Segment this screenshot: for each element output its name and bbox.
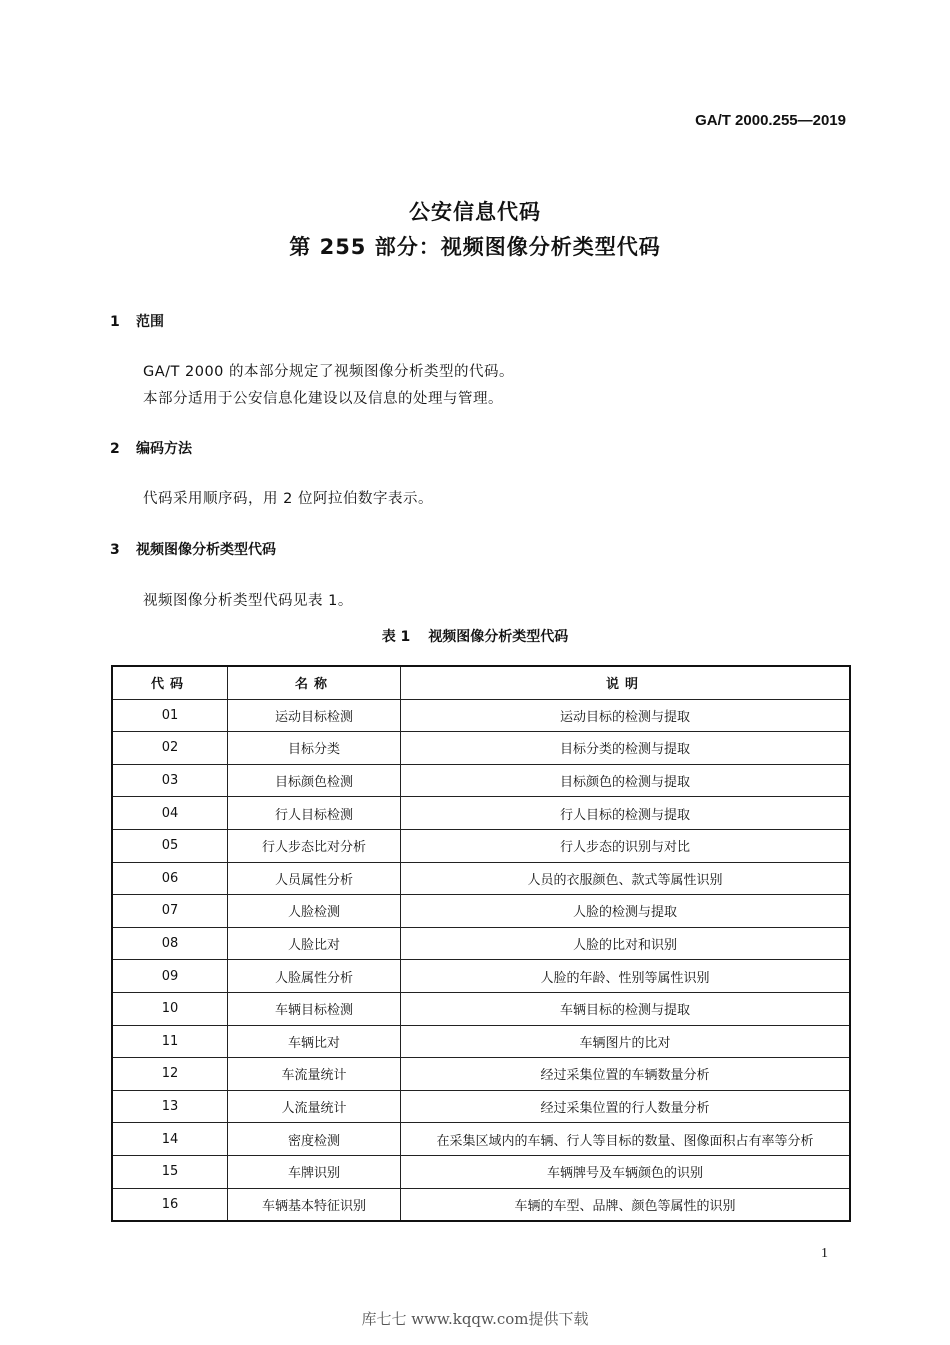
cell-code: 16: [112, 1188, 228, 1221]
cell-description: 车辆目标的检测与提取: [401, 992, 851, 1025]
cell-description: 车辆图片的比对: [401, 1025, 851, 1058]
cell-description: 车辆的车型、品牌、颜色等属性的识别: [401, 1188, 851, 1221]
cell-description: 目标颜色的检测与提取: [401, 764, 851, 797]
page-number: 1: [821, 1246, 828, 1261]
table-row: [112, 927, 850, 960]
document-title: 公安信息代码: [409, 200, 541, 224]
section-number: 3: [110, 542, 120, 558]
table-row: [112, 1025, 850, 1058]
header-code: 代码: [112, 666, 228, 699]
cell-code: 10: [112, 992, 228, 1025]
cell-code: 11: [112, 1025, 228, 1058]
paragraph: 视频图像分析类型代码见表 1。: [143, 593, 353, 609]
cell-description: 经过采集位置的行人数量分析: [401, 1090, 851, 1123]
cell-code: 02: [112, 732, 228, 765]
cell-name: 运动目标检测: [228, 699, 401, 732]
table-caption: [0, 626, 950, 646]
header-name: 名称: [228, 666, 401, 699]
table-row: [112, 1090, 850, 1123]
cell-code: 09: [112, 960, 228, 993]
cell-code: 07: [112, 895, 228, 928]
table-row: [112, 1188, 850, 1221]
cell-name: 人员属性分析: [228, 862, 401, 895]
cell-description: 运动目标的检测与提取: [401, 699, 851, 732]
cell-name: 人脸检测: [228, 895, 401, 928]
table-row: [112, 862, 850, 895]
table-row: [112, 895, 850, 928]
cell-name: 目标颜色检测: [228, 764, 401, 797]
cell-name: 行人步态比对分析: [228, 829, 401, 862]
cell-name: 人流量统计: [228, 1090, 401, 1123]
table-row: [112, 992, 850, 1025]
cell-code: 05: [112, 829, 228, 862]
paragraph: 代码采用顺序码，用 2 位阿拉伯数字表示。: [143, 491, 433, 507]
table-row: [112, 1123, 850, 1156]
header-description: 说明: [401, 666, 851, 699]
cell-description: 目标分类的检测与提取: [401, 732, 851, 765]
cell-name: 车辆目标检测: [228, 992, 401, 1025]
cell-code: 13: [112, 1090, 228, 1123]
cell-code: 15: [112, 1155, 228, 1188]
cell-name: 车辆基本特征识别: [228, 1188, 401, 1221]
section-title: 视频图像分析类型代码: [136, 542, 276, 558]
table-row: [112, 699, 850, 732]
cell-description: 经过采集位置的车辆数量分析: [401, 1058, 851, 1091]
cell-description: 人员的衣服颜色、款式等属性识别: [401, 862, 851, 895]
cell-name: 目标分类: [228, 732, 401, 765]
table-row: [112, 829, 850, 862]
standard-number: GA/T 2000.255—2019: [695, 112, 846, 129]
cell-name: 车牌识别: [228, 1155, 401, 1188]
cell-description: 行人步态的识别与对比: [401, 829, 851, 862]
cell-description: 人脸的年龄、性别等属性识别: [401, 960, 851, 993]
cell-code: 12: [112, 1058, 228, 1091]
paragraph: GA/T 2000 的本部分规定了视频图像分析类型的代码。: [143, 364, 515, 380]
cell-name: 人脸比对: [228, 927, 401, 960]
cell-code: 03: [112, 764, 228, 797]
table-row: [112, 1155, 850, 1188]
cell-description: 行人目标的检测与提取: [401, 797, 851, 830]
table-caption-text: 视频图像分析类型代码: [428, 629, 569, 645]
cell-description: 人脸的检测与提取: [401, 895, 851, 928]
section-title: 编码方法: [136, 441, 192, 457]
table-row: [112, 1058, 850, 1091]
cell-code: 06: [112, 862, 228, 895]
document-subtitle: 第 255 部分：视频图像分析类型代码: [289, 235, 661, 259]
section-title: 范围: [136, 314, 164, 330]
cell-name: 密度检测: [228, 1123, 401, 1156]
paragraph: 本部分适用于公安信息化建设以及信息的处理与管理。: [143, 391, 503, 407]
section-number: 1: [110, 314, 120, 330]
watermark: 库七七 www.kqqw.com提供下载: [361, 1310, 589, 1328]
cell-name: 车流量统计: [228, 1058, 401, 1091]
cell-description: 在采集区域内的车辆、行人等目标的数量、图像面积占有率等分析: [401, 1123, 851, 1156]
cell-name: 行人目标检测: [228, 797, 401, 830]
table-row: [112, 764, 850, 797]
cell-code: 04: [112, 797, 228, 830]
section-heading-scope: [110, 311, 164, 331]
cell-name: 人脸属性分析: [228, 960, 401, 993]
table-row: [112, 960, 850, 993]
section-number: 2: [110, 441, 120, 457]
cell-description: 车辆牌号及车辆颜色的识别: [401, 1155, 851, 1188]
cell-name: 车辆比对: [228, 1025, 401, 1058]
table-header-row: [112, 666, 850, 699]
code-table: [111, 665, 851, 1222]
cell-code: 01: [112, 699, 228, 732]
cell-code: 14: [112, 1123, 228, 1156]
section-heading-coding-method: [110, 438, 192, 458]
table-row: [112, 797, 850, 830]
table-row: [112, 732, 850, 765]
cell-code: 08: [112, 927, 228, 960]
table-caption-label: 表 1: [381, 629, 411, 645]
cell-description: 人脸的比对和识别: [401, 927, 851, 960]
section-heading-code-list: [110, 539, 276, 559]
